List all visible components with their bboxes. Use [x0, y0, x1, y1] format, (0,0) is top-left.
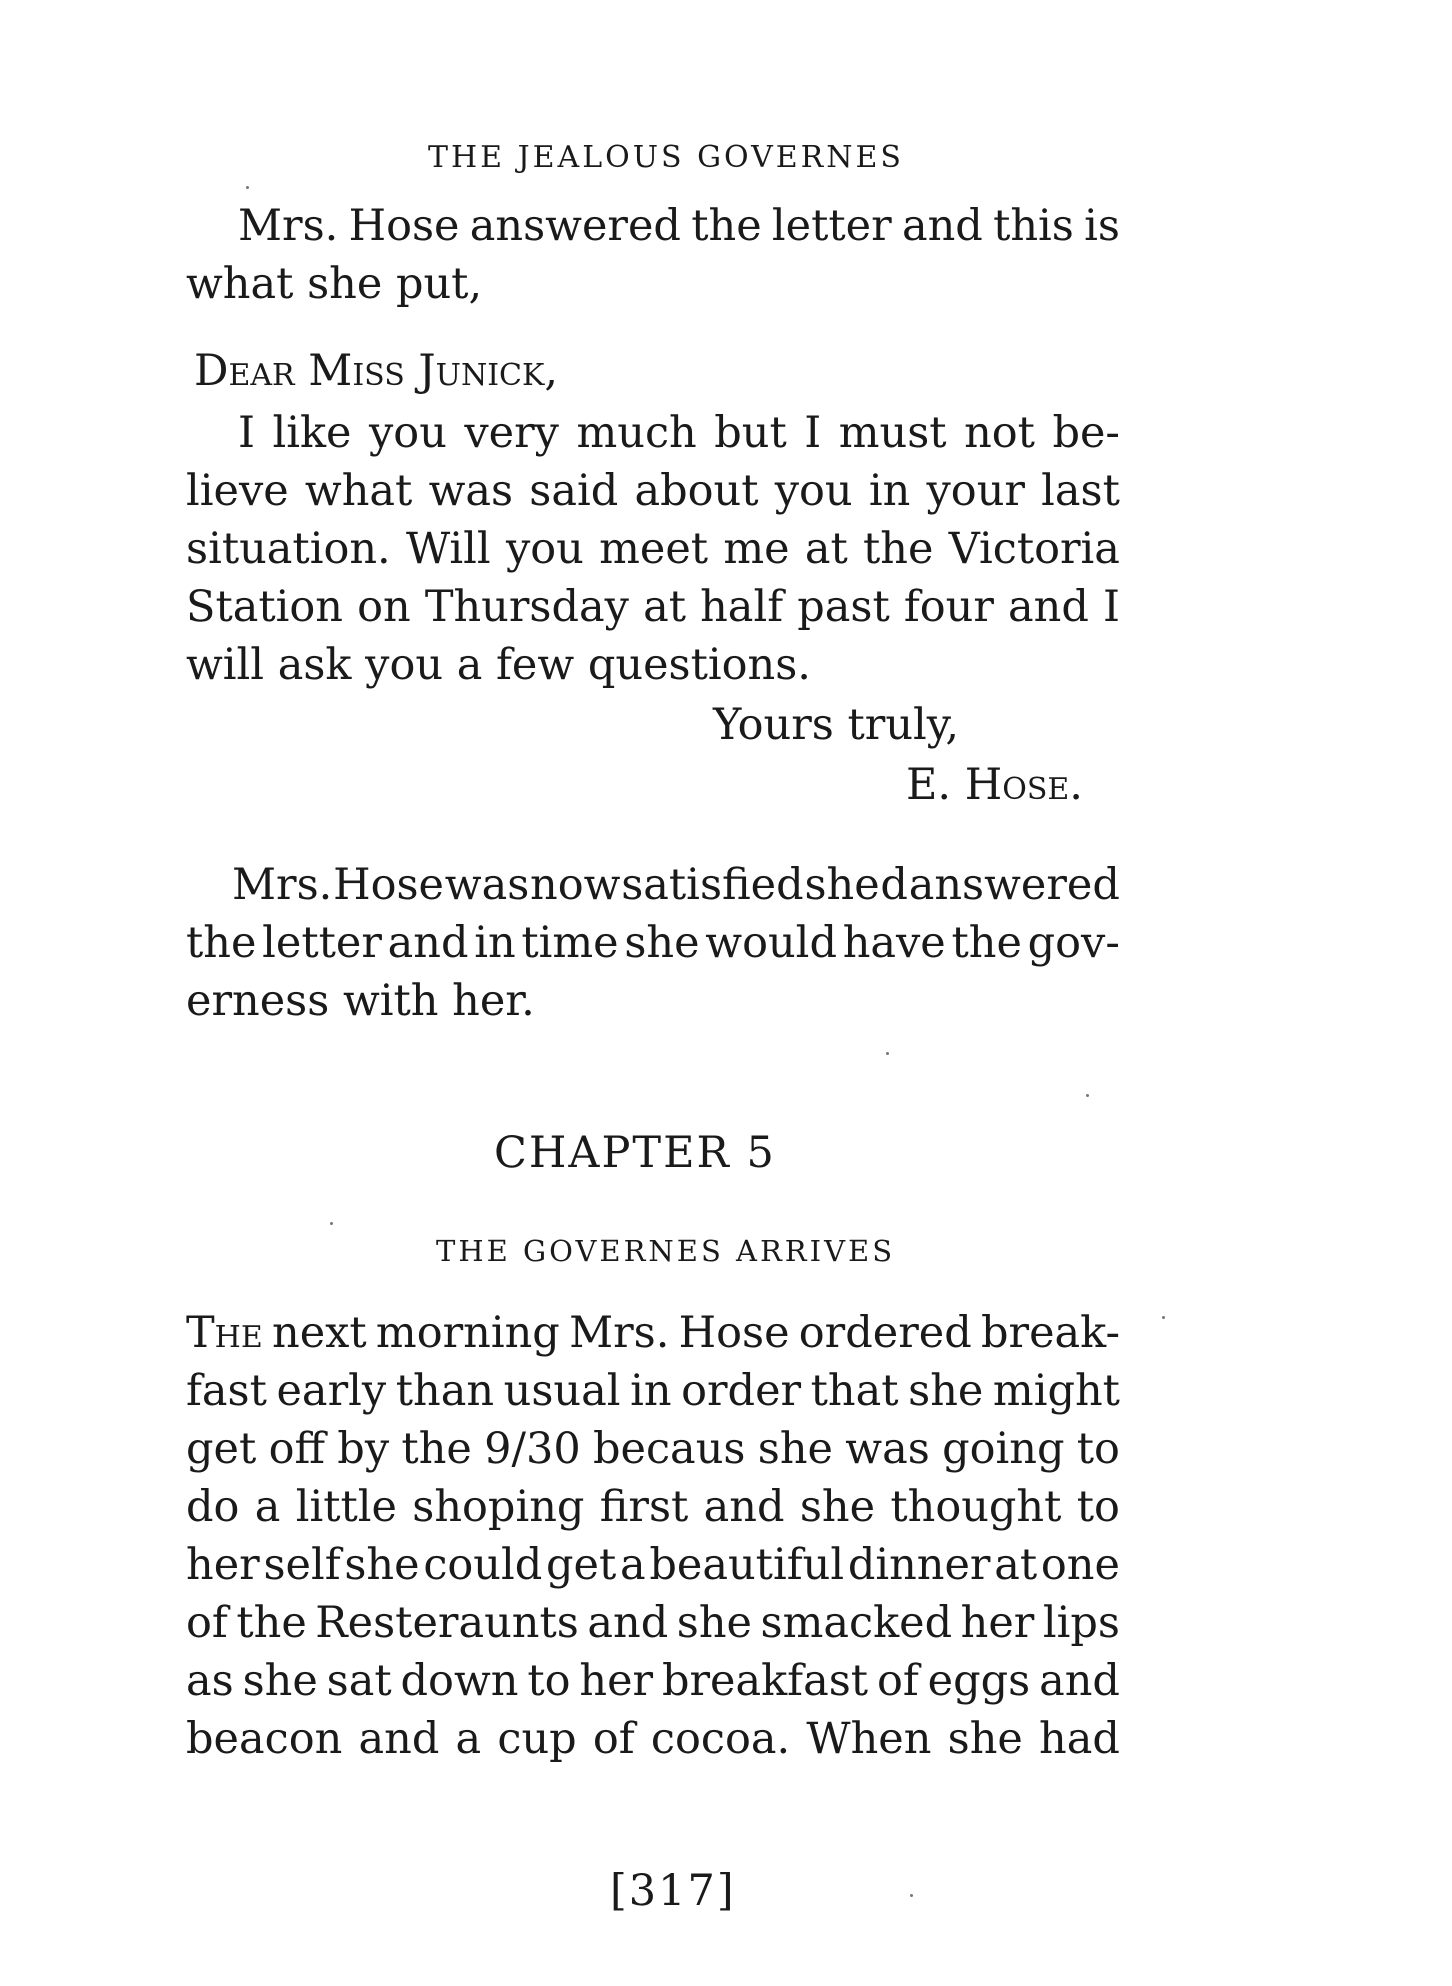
after-letter-line-2 [186, 918, 1120, 968]
letter-body-line-3-word: meet [599, 524, 709, 574]
chapter-body-line-3-word: get [186, 1424, 257, 1474]
after-letter-line-1-word: now [530, 860, 621, 910]
after-letter-line-3: erness with her. [186, 976, 535, 1026]
chapter-body-line-6-word: Resteraunts [315, 1598, 579, 1648]
chapter-body-line-3-word: she [757, 1424, 833, 1474]
after-letter-line-2-word: the [186, 918, 257, 968]
intro-line-1-word: answered [469, 201, 681, 251]
chapter-first-line-word: break- [981, 1308, 1120, 1358]
after-letter-line-2-word: gov- [1027, 918, 1120, 968]
page-number: [317] [610, 1866, 736, 1916]
scan-speck [1086, 1094, 1089, 1097]
after-letter-line-1-word: answered [908, 860, 1120, 910]
chapter-body-line-4-word: a [254, 1482, 281, 1532]
chapter-body-line-7-word: breakfast [661, 1656, 869, 1706]
running-head: THE JEALOUS GOVERNES [428, 140, 904, 175]
chapter-body-line-4-word: she [799, 1482, 876, 1532]
scan-speck [246, 186, 249, 189]
chapter-body-line-6-word: of [186, 1598, 228, 1648]
chapter-body-line-3-word: was [845, 1424, 930, 1474]
chapter-body-line-8-word: had [1039, 1714, 1120, 1764]
intro-line-2: what she put, [186, 259, 483, 309]
chapter-first-line-word: morning [375, 1308, 560, 1358]
letter-body-line-1-word: very [464, 408, 559, 458]
intro-line-1-word: this [993, 201, 1074, 251]
letter-body-line-1-word: be- [1052, 408, 1120, 458]
intro-line-1-word: Hose [348, 201, 460, 251]
chapter-body-line-5-word: she [344, 1540, 420, 1590]
chapter-body-line-8-word: When [806, 1714, 932, 1764]
chapter-first-line-word: ordered [798, 1308, 972, 1358]
chapter-body-line-2-word: usual [503, 1366, 621, 1416]
letter-body-line-1-word: must [838, 408, 947, 458]
letter-body-line-3-word: Will [405, 524, 491, 574]
chapter-body-line-3-word: to [1076, 1424, 1120, 1474]
chapter-body-line-2-word: order [681, 1366, 802, 1416]
letter-body-line-2-word: about [634, 466, 759, 516]
scan-speck [1162, 1316, 1165, 1319]
after-letter-line-1-word: was [444, 860, 530, 910]
chapter-body-line-5-word: could [423, 1540, 543, 1590]
scan-speck [910, 1894, 913, 1897]
chapter-heading: CHAPTER 5 [494, 1128, 776, 1178]
chapter-body-line-6-word: lips [1042, 1598, 1120, 1648]
letter-body-line-1-word: I [238, 408, 255, 458]
chapter-first-word: The [186, 1308, 263, 1358]
letter-body-line-4-word: four [903, 582, 994, 632]
chapter-body-line-2-word: fast [186, 1366, 267, 1416]
letter-body-line-2-word: you [774, 466, 853, 516]
chapter-body-line-8 [186, 1714, 1120, 1764]
letter-body-line-3 [186, 524, 1120, 574]
chapter-body-line-8-word: cocoa. [650, 1714, 791, 1764]
chapter-body-line-4-word: first [599, 1482, 689, 1532]
after-letter-line-2-word: in [474, 918, 516, 968]
letter-closing: Yours truly, [713, 700, 960, 750]
chapter-body-line-5-word: get [546, 1540, 617, 1590]
letter-body-line-1 [238, 408, 1120, 458]
chapter-first-line-word: Hose [678, 1308, 790, 1358]
letter-body-line-2-word: what [304, 466, 413, 516]
chapter-body-line-5-word: one [1040, 1540, 1120, 1590]
chapter-body-line-5-word: at [994, 1540, 1038, 1590]
after-letter-line-1-word: Hose [333, 860, 444, 910]
letter-salutation: Dear Miss Junick, [194, 346, 559, 396]
chapter-body-line-8-word: of [592, 1714, 635, 1764]
letter-body-line-2-word: lieve [186, 466, 289, 516]
chapter-body-line-2-word: in [630, 1366, 672, 1416]
chapter-body-line-2-word: early [276, 1366, 387, 1416]
letter-body-line-2-word: said [529, 466, 619, 516]
chapter-body-line-3-word: going [942, 1424, 1065, 1474]
after-letter-line-2-word: would [705, 918, 837, 968]
letter-body-line-3-word: Victoria [948, 524, 1120, 574]
letter-body-line-2-word: your [926, 466, 1025, 516]
chapter-body-line-8-word: she [947, 1714, 1023, 1764]
chapter-body-line-4-word: little [295, 1482, 397, 1532]
scan-speck [330, 1222, 333, 1225]
intro-line-1 [238, 201, 1120, 251]
after-letter-line-2-word: the [951, 918, 1022, 968]
letter-body-line-3-word: me [723, 524, 790, 574]
letter-body-line-2-word: last [1041, 466, 1120, 516]
chapter-body-line-3-word: off [268, 1424, 325, 1474]
letter-body-line-4-word: Station [186, 582, 343, 632]
letter-body-line-4 [186, 582, 1120, 632]
chapter-body-line-6-word: and [587, 1598, 669, 1648]
letter-body-line-3-word: at [804, 524, 848, 574]
letter-body-line-2 [186, 466, 1120, 516]
chapter-body-line-1 [186, 1308, 1120, 1358]
chapter-body-line-4-word: and [703, 1482, 785, 1532]
letter-body-line-4-word: I [1102, 582, 1120, 632]
after-letter-line-2-word: and [387, 918, 469, 968]
letter-body-line-4-word: at [643, 582, 686, 632]
letter-body-line-2-word: in [868, 466, 911, 516]
intro-line-1-word: the [691, 201, 762, 251]
chapter-body-line-7-word: of [876, 1656, 919, 1706]
chapter-first-line-word: next [272, 1308, 367, 1358]
chapter-body-line-6-word: she [676, 1598, 752, 1648]
chapter-body-line-5 [186, 1540, 1120, 1590]
chapter-body-line-4-word: do [186, 1482, 240, 1532]
chapter-body-line-2-word: might [992, 1366, 1120, 1416]
chapter-body-line-7-word: eggs [927, 1656, 1031, 1706]
letter-body-line-5: will ask you a few questions. [186, 640, 811, 690]
chapter-body-line-8-word: beacon [186, 1714, 343, 1764]
intro-line-1-word: letter [771, 201, 892, 251]
chapter-body-line-2-word: she [908, 1366, 984, 1416]
chapter-body-line-2 [186, 1366, 1120, 1416]
after-letter-line-1 [232, 860, 1120, 910]
after-letter-line-2-word: she [624, 918, 700, 968]
letter-body-line-1-word: but [714, 408, 787, 458]
chapter-first-line-word: Mrs. [569, 1308, 670, 1358]
letter-body-line-4-word: past [797, 582, 890, 632]
chapter-body-line-8-word: a [455, 1714, 482, 1764]
chapter-body-line-6-word: the [236, 1598, 307, 1648]
letter-body-line-3-word: the [863, 524, 934, 574]
chapter-body-line-3-word: 9/30 [484, 1424, 581, 1474]
letter-body-line-4-word: Thursday [424, 582, 629, 632]
after-letter-line-2-word: time [521, 918, 619, 968]
letter-body-line-1-word: you [369, 408, 447, 458]
letter-body-line-3-word: situation. [186, 524, 391, 574]
letter-body-line-4-word: half [700, 582, 784, 632]
letter-body-line-2-word: was [428, 466, 514, 516]
after-letter-line-1-word: Mrs. [232, 860, 333, 910]
chapter-body-line-3-word: by [337, 1424, 390, 1474]
chapter-body-line-7-word: she [242, 1656, 318, 1706]
after-letter-line-2-word: have [842, 918, 946, 968]
chapter-body-line-7-word: as [186, 1656, 234, 1706]
letter-body-line-1-word: not [964, 408, 1035, 458]
chapter-body-line-3-word: becaus [593, 1424, 746, 1474]
letter-body-line-1-word: like [272, 408, 352, 458]
chapter-body-line-4-word: to [1076, 1482, 1120, 1532]
letter-body-line-3-word: you [505, 524, 584, 574]
after-letter-line-1-word: satisfied [621, 860, 804, 910]
chapter-body-line-3 [186, 1424, 1120, 1474]
chapter-subtitle: THE GOVERNES ARRIVES [436, 1234, 896, 1268]
chapter-body-line-2-word: than [395, 1366, 495, 1416]
chapter-body-line-8-word: and [358, 1714, 440, 1764]
letter-signature: E. Hose. [906, 760, 1083, 810]
letter-body-line-4-word: and [1008, 582, 1089, 632]
chapter-body-line-5-word: her [186, 1540, 260, 1590]
intro-line-1-word: and [901, 201, 983, 251]
letter-body-line-1-word: much [576, 408, 697, 458]
letter-body-line-4-word: on [357, 582, 411, 632]
chapter-body-line-5-word: dinner [847, 1540, 991, 1590]
chapter-body-line-4-word: thought [890, 1482, 1062, 1532]
chapter-body-line-6-word: her [960, 1598, 1035, 1648]
chapter-body-line-7 [186, 1656, 1120, 1706]
chapter-body-line-7-word: sat [326, 1656, 392, 1706]
chapter-body-line-8-word: cup [497, 1714, 577, 1764]
intro-line-1-word: is [1084, 201, 1120, 251]
intro-line-1-word: Mrs. [238, 201, 339, 251]
chapter-body-line-6-word: smacked [760, 1598, 953, 1648]
chapter-body-line-5-word: self [263, 1540, 341, 1590]
chapter-body-line-7-word: down [400, 1656, 519, 1706]
chapter-body-line-2-word: that [810, 1366, 899, 1416]
chapter-body-line-7-word: her [579, 1656, 654, 1706]
chapter-body-line-4 [186, 1482, 1120, 1532]
after-letter-line-1-word: d [880, 860, 908, 910]
chapter-body-line-5-word: a [620, 1540, 646, 1590]
scan-speck [886, 1052, 889, 1055]
chapter-body-line-3-word: the [401, 1424, 472, 1474]
chapter-body-line-6 [186, 1598, 1120, 1648]
chapter-body-line-4-word: shoping [412, 1482, 585, 1532]
chapter-body-line-7-word: to [527, 1656, 571, 1706]
after-letter-line-2-word: letter [262, 918, 382, 968]
after-letter-line-1-word: she [804, 860, 880, 910]
chapter-body-line-7-word: and [1039, 1656, 1120, 1706]
letter-body-line-1-word: I [804, 408, 822, 458]
chapter-body-line-5-word: beautiful [649, 1540, 845, 1590]
